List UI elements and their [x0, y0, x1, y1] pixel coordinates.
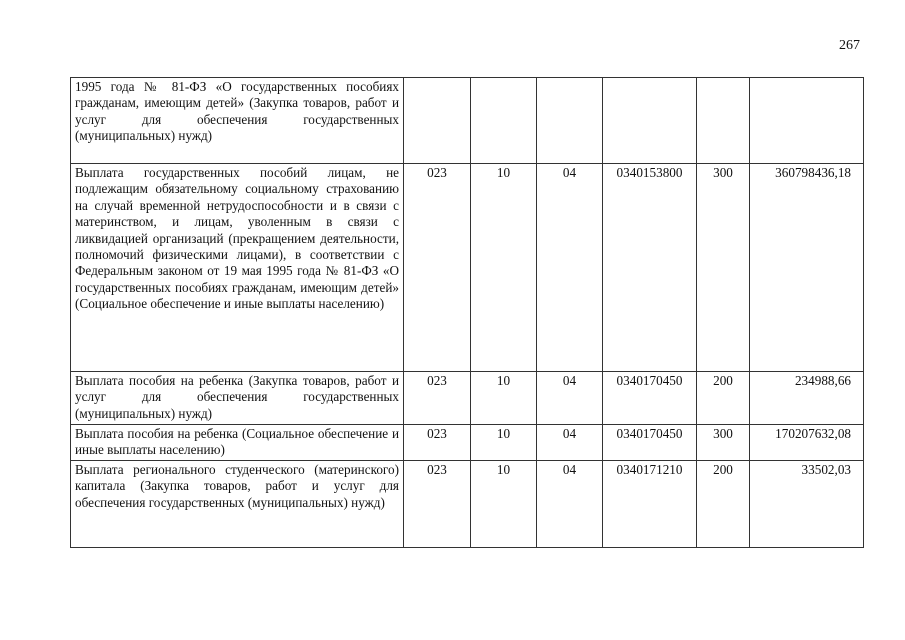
table-row	[71, 164, 864, 372]
expense-type-code	[697, 78, 750, 164]
row-description: Выплата регионального студенческого (материнского) капитала (Закупка товаров, работ и услуг для обеспечения государственных (муниципальных) нужд)	[71, 461, 404, 548]
ministry-code: 023	[404, 164, 471, 372]
ministry-code: 023	[404, 425, 471, 461]
amount: 234988,66	[750, 372, 864, 425]
subsection-code: 04	[537, 461, 603, 548]
amount: 360798436,18	[750, 164, 864, 372]
section-code	[471, 78, 537, 164]
row-description: Выплата государственных пособий лицам, не подлежащим обязательному социальному страхованию на случай временной нетрудоспособности и в связи с материнством, и лицам, уволенным в связи с ликвидацией организаций (прекращением деятельности, полномочий физическими лицами), в соответствии с Федеральным законом от 19 мая 1995 года № 81-ФЗ «О государственных пособиях гражданам, имеющим детей» (Социальное обеспечение и иные выплаты населению)	[71, 164, 404, 372]
page-number: 267	[839, 38, 860, 53]
budget-table	[70, 77, 864, 548]
section-code: 10	[471, 372, 537, 425]
section-code: 10	[471, 425, 537, 461]
expense-type-code: 300	[697, 425, 750, 461]
row-description: Выплата пособия на ребенка (Закупка товаров, работ и услуг для обеспечения государственных (муниципальных) нужд)	[71, 372, 404, 425]
section-code: 10	[471, 461, 537, 548]
subsection-code: 04	[537, 425, 603, 461]
subsection-code	[537, 78, 603, 164]
row-description: 1995 года № 81-ФЗ «О государственных пособиях гражданам, имеющим детей» (Закупка товаров, работ и услуг для обеспечения государственных (муниципальных) нужд)	[71, 78, 404, 164]
row-description: Выплата пособия на ребенка (Социальное обеспечение и иные выплаты населению)	[71, 425, 404, 461]
expense-type-code: 200	[697, 461, 750, 548]
table-row	[71, 461, 864, 548]
target-article-code: 0340153800	[603, 164, 697, 372]
amount: 170207632,08	[750, 425, 864, 461]
expense-type-code: 300	[697, 164, 750, 372]
target-article-code	[603, 78, 697, 164]
amount: 33502,03	[750, 461, 864, 548]
ministry-code	[404, 78, 471, 164]
target-article-code: 0340171210	[603, 461, 697, 548]
table-row	[71, 425, 864, 461]
table-row	[71, 78, 864, 164]
expense-type-code: 200	[697, 372, 750, 425]
table-row	[71, 372, 864, 425]
target-article-code: 0340170450	[603, 372, 697, 425]
target-article-code: 0340170450	[603, 425, 697, 461]
section-code: 10	[471, 164, 537, 372]
ministry-code: 023	[404, 461, 471, 548]
ministry-code: 023	[404, 372, 471, 425]
subsection-code: 04	[537, 372, 603, 425]
subsection-code: 04	[537, 164, 603, 372]
amount	[750, 78, 864, 164]
